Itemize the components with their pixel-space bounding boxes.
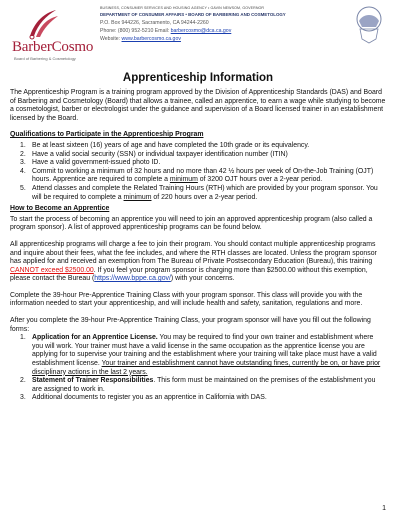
list-item: [10, 377, 386, 394]
item-text-underlined: minimum: [123, 193, 152, 201]
item-number: 2.: [20, 377, 26, 385]
list-item: [10, 142, 386, 151]
list-item: [10, 394, 386, 403]
form-name: Application for an Apprentice License.: [32, 334, 158, 342]
forms-intro-paragraph: After you complete the 39-hour Pre-Apprentice Training Class, your program sponsor will have you fill out the following forms:: [10, 317, 371, 333]
list-item: [10, 168, 386, 185]
item-number: 1.: [20, 141, 26, 149]
forms-list: [10, 334, 386, 403]
item-text-underlined: Your trainer and establishment cannot have outstanding fines, currently be on, or have prior disciplinary actions in the last 2 years.: [32, 360, 381, 376]
email-link[interactable]: barbercosmo@dca.ca.gov: [170, 28, 232, 34]
item-number: 3.: [20, 159, 26, 167]
item-number: 3.: [20, 394, 26, 402]
fee-text: All apprenticeship programs will charge a fee to join their program. You should contact multiple apprenticeship programs and inquire about their fees, what the fee includes, and where the RTH classes are located. Unless the program sponsor has applied for and received an exemption from The Bureau of Private Postsecondary Education (Bureau), this training: [10, 240, 377, 266]
list-item: [10, 334, 386, 377]
item-text: of 220 hours over a 2-year period.: [151, 193, 258, 201]
item-text: Commit to working a minimum of 32 hours and no more than 42 ½ hours per week of On-the-Job Training (OJT) hours. Apprentice are required to complete a: [32, 167, 374, 184]
agency-line: BUSINESS, CONSUMER SERVICES AND HOUSING AGENCY • GAVIN NEWSOM, GOVERNOR: [100, 6, 265, 10]
item-text: of 3200 OJT hours over a 2-year period.: [197, 176, 323, 184]
item-text: You may be required to find your own trainer and establishment where you will work. Your trainer must have a valid license in the same occupation as the apprentice license you are applying for to supervise your training and the establishment where your training will take place must have a valid establishment license.: [32, 334, 377, 368]
item-text: . This form must be maintained on the premises of the establishment you are assigned to work in.: [32, 377, 376, 393]
list-item: [10, 185, 386, 202]
phone-email-line: [100, 28, 345, 34]
item-text: Have a valid social security (SSN) or individual taxpayer identification number (ITIN): [32, 150, 288, 158]
website-line: [100, 36, 345, 42]
item-number: 5.: [20, 184, 26, 192]
form-name: Statement of Trainer Responsibilities: [32, 377, 154, 385]
page-title: Apprenticeship Information: [122, 72, 274, 84]
bureau-link[interactable]: https://www.bppe.ca.gov/: [94, 275, 171, 283]
page-number: 1: [382, 505, 386, 512]
fee-paragraph: [10, 241, 386, 284]
item-number: 2.: [20, 150, 26, 158]
website-link[interactable]: www.barbercosmo.ca.gov: [121, 36, 181, 42]
intro-paragraph: The Apprenticeship Program is a training program approved by the Division of Apprenticeship Standards (DAS) and Board of Barbering and Cosmetology (Board) that allows a trainee, called an apprentice, to earn a wage while studying to become a cosmetologist, barber or electrologist under the guidance and supervision of a Board licensed trainer in an establishment licensed by the Board.: [10, 89, 386, 122]
state-seal-icon: [352, 5, 386, 45]
qualifications-heading: Qualifications to Participate in the Apprenticeship Program: [10, 131, 204, 139]
document-body: [10, 72, 386, 403]
item-text: Be at least sixteen (16) years of age and have completed the 10th grade or its equivalency.: [32, 141, 310, 149]
item-text: Have a valid government-issued photo ID.: [32, 159, 161, 167]
logo-subtext: Board of Barbering & Cosmetology: [14, 56, 76, 61]
item-text: Additional documents to register you as an apprentice in California with DAS.: [32, 394, 267, 402]
how-to-heading: How to Become an Apprentice: [10, 205, 110, 213]
department-line: DEPARTMENT OF CONSUMER AFFAIRS • BOARD OF BARBERING AND COSMETOLOGY: [100, 12, 286, 17]
fee-text: ) with your concerns.: [170, 275, 235, 283]
address-line: P.O. Box 944226, Sacramento, CA 94244-2260: [100, 20, 209, 26]
agency-block: [100, 6, 345, 42]
how-to-paragraph: To start the process of becoming an apprentice you will need to join an approved apprenticeship program (also called a program sponsor). A list of approved apprenticeship programs can be found below.: [10, 215, 373, 232]
fee-limit-warning: CANNOT exceed $2500.00: [10, 266, 94, 274]
list-item: [10, 159, 386, 168]
list-item: [10, 151, 386, 160]
website-label: Website:: [100, 36, 122, 42]
letterhead: [0, 0, 400, 70]
pre-apprentice-paragraph: Complete the 39-hour Pre-Apprentice Training Class with your program sponsor. This class will provide you with the information needed to start your apprenticeship, and will include health and safety, sanitation, regulations and more.: [10, 291, 363, 308]
item-text: Attend classes and complete the Related Training Hours (RTH) which are provided by your program sponsor. You will be required to complete a: [32, 184, 378, 201]
item-number: 4.: [20, 167, 26, 175]
scissors-comb-logo-icon: [24, 8, 60, 40]
qualifications-list: [10, 142, 386, 202]
item-number: 1.: [20, 334, 26, 342]
item-text-underlined: minimum: [169, 176, 198, 184]
logo-wordmark: BarberCosmo: [12, 39, 94, 55]
barbercosmo-logo: [10, 8, 94, 61]
phone-label: Phone: (800) 952-5210 Email:: [100, 28, 171, 34]
fee-text: . If you feel your program sponsor is charging more than $2500.00 without this exemption, please contact the Bureau (: [10, 266, 368, 283]
